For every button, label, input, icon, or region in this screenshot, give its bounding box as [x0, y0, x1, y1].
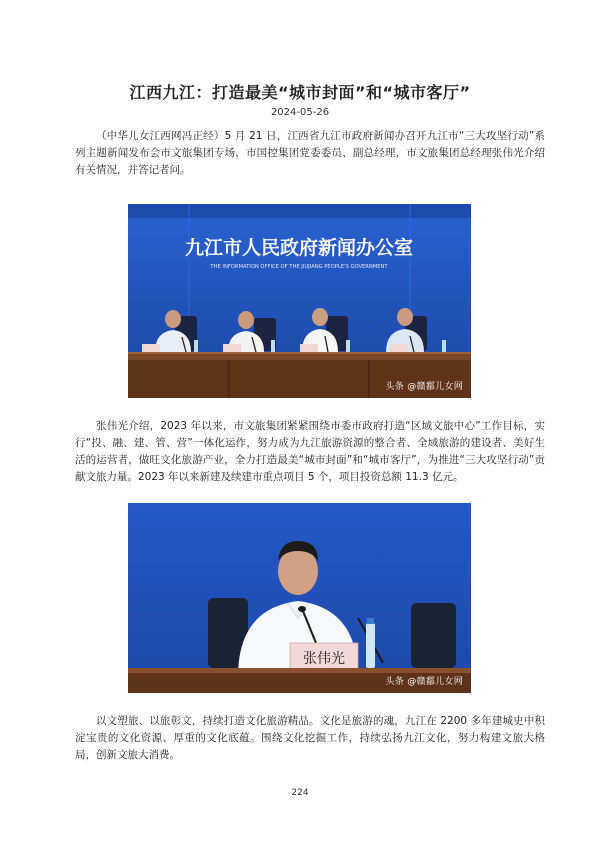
article-paragraph-1: （中华儿女江西网冯正经）5 月 21 日，江西省九江市政府新闻办召开九江市“三大攻坚行动”系列主题新闻发布会市文旅集团专场，市国控集团党委委员、副总经理，市文旅集团总经理张伟光介绍有关情况，并答记者问。 [75, 130, 545, 176]
photo-watermark: 头条 @赣鄱儿女网 [385, 382, 463, 392]
press-conference-photo [128, 204, 471, 398]
speaker-nameplate: 张伟光 [303, 651, 345, 667]
article-date: 2024-05-26 [270, 107, 330, 118]
article-paragraph-3: 以文塑旅、以旅彰文，持续打造文化旅游精品。文化是旅游的魂，九江在 2200 多年建城史中积淀宝贵的文化资源、厚重的文化底蕴。围绕文化挖掘工作，持续弘扬九江文化，努力构建文旅大格局，创新文旅大消费。 [75, 715, 545, 761]
press-conference-scene [128, 204, 471, 398]
photo-watermark: 头条 @赣鄱儿女网 [385, 677, 463, 687]
banner-chinese-text: 九江市人民政府新闻办公室 [184, 237, 414, 259]
speaker-scene [128, 503, 471, 693]
article-title: 江西九江：打造最美“城市封面”和“城市客厅” [129, 83, 471, 102]
page-number: 224 [291, 788, 309, 798]
speaker-photo [128, 503, 471, 693]
banner-english-text: THE INFORMATION OFFICE OF THE JIUJIANG PEOPLE'S GOVERNMENT [210, 264, 388, 270]
article-paragraph-2: 张伟光介绍，2023 年以来，市文旅集团紧紧围绕市委市政府打造“区域文旅中心”工作目标，实行“投、融、建、管、营”一体化运作，努力成为九江旅游资源的整合者、全域旅游的建设者、美好生活的运营者，做旺文化旅游产业，全力打造最美“城市封面”和“城市客厅”，为推进“三大攻坚行动”贡献文旅力量。2023 年以来新建及续建市重点项目 5 个，项目投资总额 11.3 亿元。 [75, 420, 545, 483]
